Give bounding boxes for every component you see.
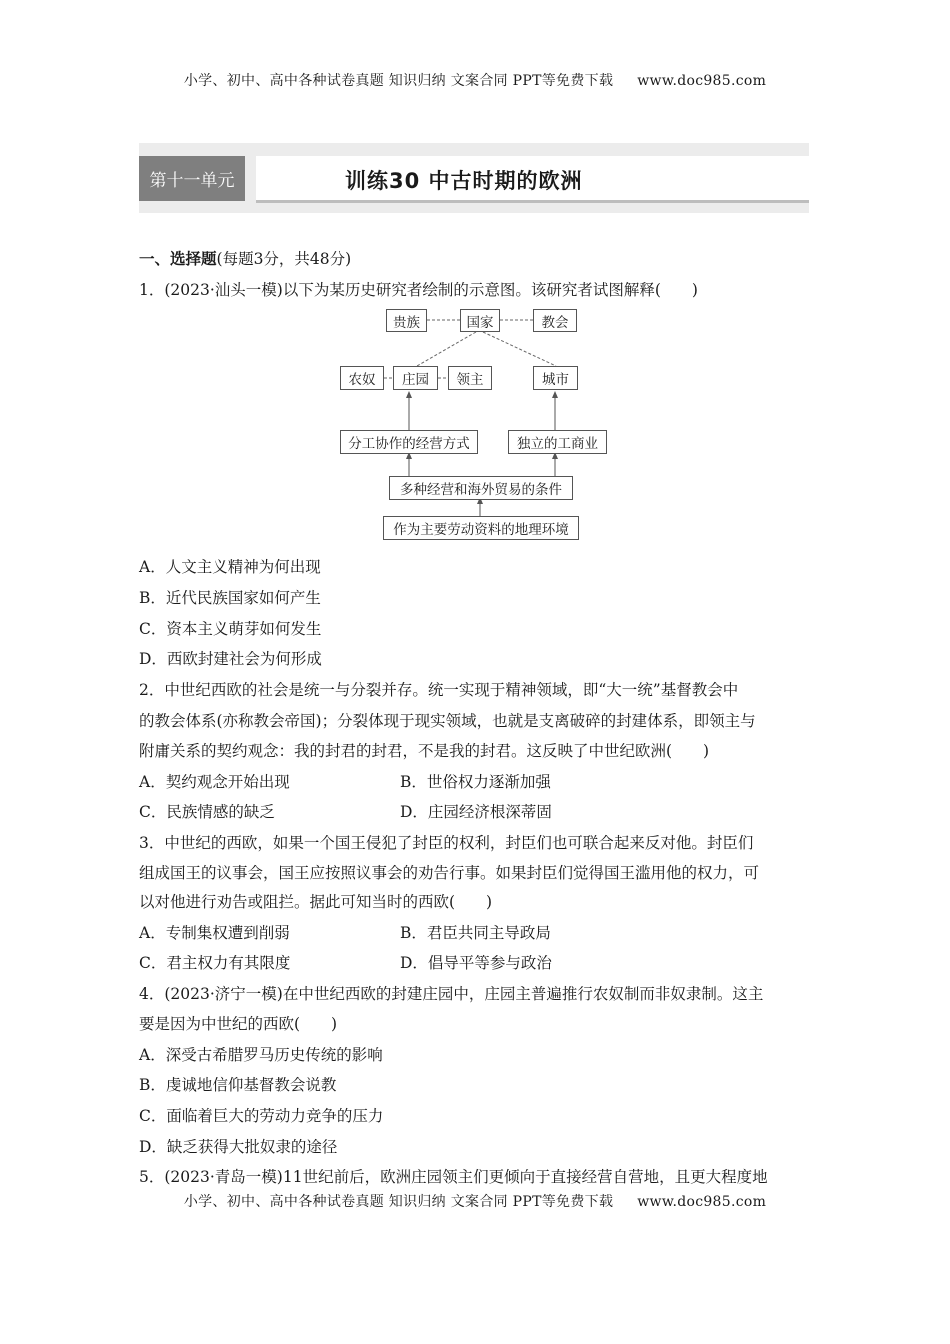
question-source: (2023·汕头一模): [164, 281, 283, 299]
header-site[interactable]: www.doc985.com: [637, 73, 767, 89]
option-c[interactable]: C．君主权力有其限度: [139, 954, 291, 972]
question-4-line-2: 要是因为中世纪的西欧( ): [139, 1015, 338, 1033]
question-4-line-1: [139, 982, 763, 1004]
option-c[interactable]: C．民族情感的缺乏: [139, 803, 275, 821]
node-jiaohui: 教会: [533, 309, 577, 332]
question-number: 4．: [139, 985, 165, 1003]
question-text: 在中世纪西欧的封建庄园中，庄园主普遍推行农奴制而非奴隶制。这主: [282, 985, 764, 1003]
node-fengong: 分工协作的经营方式: [340, 430, 478, 454]
node-dili: 作为主要劳动资料的地理环境: [383, 516, 579, 540]
option-d[interactable]: D．缺乏获得大批奴隶的途径: [139, 1138, 338, 1156]
page-footer: [0, 1191, 950, 1211]
question-source: (2023·济宁一模): [164, 985, 283, 1003]
option-b[interactable]: B．世俗权力逐渐加强: [400, 773, 551, 791]
node-duli: 独立的工商业: [508, 430, 607, 454]
question-3-line-1: 3．中世纪的西欧，如果一个国王侵犯了封臣的权利，封臣们也可联合起来反对他。封臣们: [139, 834, 754, 852]
node-lingzhu: 领主: [448, 366, 492, 390]
question-5-line-1: [139, 1165, 768, 1187]
question-number: 1．: [139, 281, 165, 299]
section-note: (每题3分，共48分): [216, 250, 352, 268]
question-3-line-2: 组成国王的议事会，国王应按照议事会的劝告行事。如果封臣们觉得国王滥用他的权力，可: [139, 864, 760, 882]
option-b[interactable]: B．近代民族国家如何产生: [139, 589, 321, 607]
option-d[interactable]: D．庄园经济根深蒂固: [400, 803, 552, 821]
option-c[interactable]: C．面临着巨大的劳动力竞争的压力: [139, 1107, 384, 1125]
node-duozhong: 多种经营和海外贸易的条件: [389, 476, 573, 500]
question-2-line-1: 2．中世纪西欧的社会是统一与分裂并存。统一实现于精神领域，即“大一统”基督教会中: [139, 681, 739, 699]
question-text: 以下为某历史研究者绘制的示意图。该研究者试图解释( ): [282, 281, 698, 299]
node-zhuangyuan: 庄园: [393, 366, 438, 390]
option-a[interactable]: A．人文主义精神为何出现: [139, 558, 321, 576]
section-heading-text: 一、选择题: [139, 249, 217, 268]
node-nongnu: 农奴: [340, 366, 384, 390]
option-a[interactable]: A．深受古希腊罗马历史传统的影响: [139, 1046, 383, 1064]
node-guizu: 贵族: [386, 309, 427, 332]
option-c[interactable]: C．资本主义萌芽如何发生: [139, 620, 322, 638]
option-d[interactable]: D．倡导平等参与政治: [400, 954, 552, 972]
question-text: 11世纪前后，欧洲庄园领主们更倾向于直接经营自营地，且更大程度地: [282, 1168, 768, 1186]
question-number: 5．: [139, 1168, 165, 1186]
footer-text: 小学、初中、高中各种试卷真题 知识归纳 文案合同 PPT等免费下载: [183, 1194, 614, 1210]
node-guojia: 国家: [460, 309, 500, 332]
question-2-line-3: 附庸关系的契约观念：我的封君的封君，不是我的封君。这反映了中世纪欧洲( ): [139, 742, 710, 760]
footer-site[interactable]: www.doc985.com: [637, 1194, 767, 1210]
question-2-line-2: 的教会体系(亦称教会帝国)；分裂体现于现实领域，也就是支离破碎的封建体系，即领主与: [139, 712, 756, 730]
dash-guojia-chengshi: [483, 332, 556, 366]
option-b[interactable]: B．君臣共同主导政局: [400, 924, 551, 942]
header-text: 小学、初中、高中各种试卷真题 知识归纳 文案合同 PPT等免费下载: [183, 73, 614, 89]
option-a[interactable]: A．专制集权遭到削弱: [139, 924, 290, 942]
question-3-line-3: 以对他进行劝告或阻拦。据此可知当时的西欧( ): [139, 893, 493, 911]
node-chengshi: 城市: [533, 366, 578, 390]
unit-tag: 第十一单元: [139, 156, 245, 201]
option-b[interactable]: B．虔诚地信仰基督教会说教: [139, 1076, 337, 1094]
question-source: (2023·青岛一模): [164, 1168, 283, 1186]
dash-guojia-zhuangyuan: [417, 332, 476, 366]
option-d[interactable]: D．西欧封建社会为何形成: [139, 650, 322, 668]
option-a[interactable]: A．契约观念开始出现: [139, 773, 290, 791]
page-title: 训练30 中古时期的欧洲: [345, 169, 583, 193]
